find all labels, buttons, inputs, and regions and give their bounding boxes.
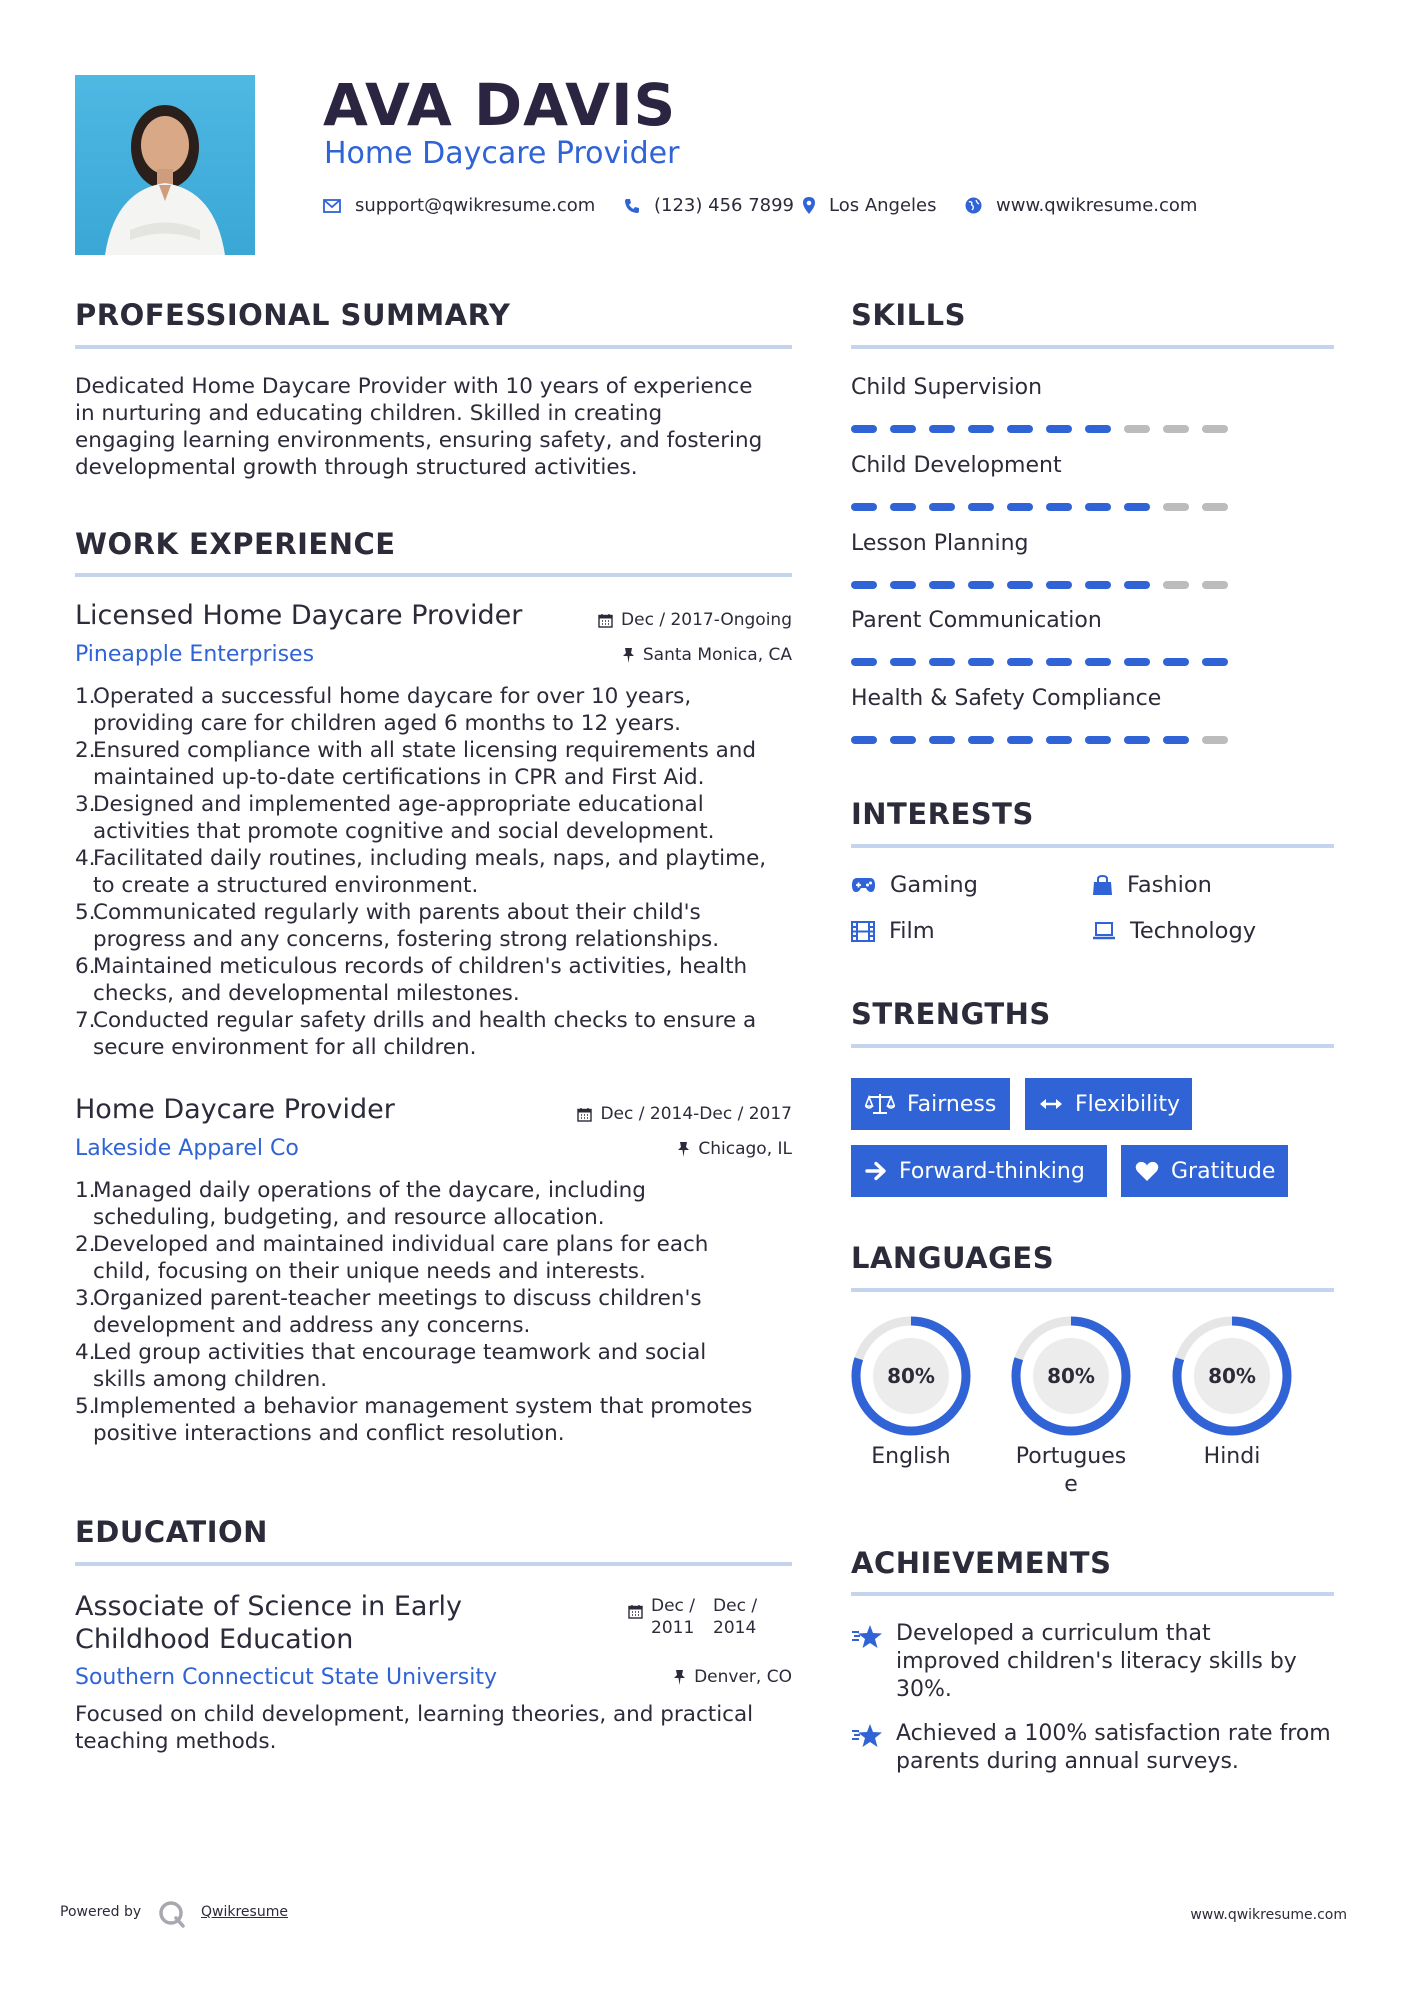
map-pin-icon (803, 197, 815, 214)
skill-name: Child Supervision (851, 375, 1043, 400)
school-name: Southern Connecticut State University (75, 1665, 498, 1690)
profile-photo (75, 75, 255, 255)
rating-dot-filled (968, 736, 994, 744)
rating-dot-empty (1202, 425, 1228, 433)
section-divider (851, 1592, 1334, 1596)
section-divider (75, 1562, 792, 1566)
rating-dot-filled (1007, 658, 1033, 666)
company-name: Lakeside Apparel Co (75, 1136, 299, 1161)
rating-dot-filled (890, 503, 916, 511)
rating-dot-filled (1085, 425, 1111, 433)
rating-dot-empty (1202, 503, 1228, 511)
skills-heading: SKILLS (851, 298, 966, 332)
company-name: Pineapple Enterprises (75, 642, 315, 667)
pin-icon (622, 647, 635, 663)
phone-icon (624, 198, 640, 214)
list-item: 2. Ensured compliance with all state licensing requirements and maintained up-to-date certifications in CPR and First Aid. (75, 738, 757, 790)
arrow-right-icon (865, 1161, 887, 1181)
language-name: English (871, 1444, 951, 1469)
rating-dot-filled (1046, 736, 1072, 744)
achievement-item: Developed a curriculum that improved children's literacy skills by 30%. (896, 1621, 1297, 1702)
skill-name: Parent Communication (851, 608, 1102, 633)
language-name: Portuguese (1015, 1444, 1127, 1497)
interest-item-film: Film (851, 918, 935, 944)
job-title-header: Home Daycare Provider (324, 136, 680, 171)
rating-dot-filled (929, 736, 955, 744)
rating-dot-empty (1163, 503, 1189, 511)
rating-dot-filled (890, 658, 916, 666)
gamepad-icon (851, 877, 876, 893)
pin-icon (677, 1141, 690, 1157)
language-percent: 80% (887, 1364, 935, 1388)
rating-dot-filled (851, 503, 877, 511)
contact-email[interactable] (323, 195, 595, 216)
skill-rating (851, 503, 1228, 511)
rating-dot-filled (851, 736, 877, 744)
heart-icon (1135, 1161, 1159, 1182)
rating-dot-filled (1046, 503, 1072, 511)
rating-dot-empty (1163, 581, 1189, 589)
language-percent: 80% (1047, 1364, 1095, 1388)
rating-dot-filled (1007, 425, 1033, 433)
language-item (1171, 1315, 1293, 1471)
section-divider (851, 1288, 1334, 1292)
job-location: Chicago, IL (677, 1139, 792, 1159)
shopping-bag-icon (1092, 875, 1113, 896)
balance-scale-icon (865, 1092, 895, 1116)
strength-badge: Flexibility (1025, 1078, 1192, 1130)
website-text: www.qwikresume.com (996, 195, 1198, 216)
globe-icon (965, 197, 982, 214)
interest-item-technology: Technology (1092, 918, 1256, 944)
language-progress-ring (850, 1315, 972, 1437)
rating-dot-filled (1124, 581, 1150, 589)
language-item (850, 1315, 972, 1471)
education-heading: EDUCATION (75, 1515, 268, 1549)
rating-dot-filled (1202, 658, 1228, 666)
rating-dot-filled (1007, 736, 1033, 744)
rating-dot-empty (1202, 736, 1228, 744)
language-item (1010, 1315, 1132, 1499)
contact-website[interactable] (965, 195, 1197, 216)
list-item: 3. Organized parent-teacher meetings to discuss children's development and address any concerns. (75, 1286, 702, 1338)
rating-dot-filled (1085, 658, 1111, 666)
star-award-icon (851, 1623, 883, 1651)
list-item: 6. Maintained meticulous records of children's activities, health checks, and developmental milestones. (75, 954, 748, 1006)
footer-website[interactable]: www.qwikresume.com (1190, 1907, 1347, 1923)
star-award-icon (851, 1722, 883, 1750)
interests-heading: INTERESTS (851, 797, 1034, 831)
list-item: 7. Conducted regular safety drills and health checks to ensure a secure environment for all children. (75, 1008, 757, 1060)
achievement-item: Achieved a 100% satisfaction rate from parents during annual surveys. (896, 1721, 1331, 1774)
languages-heading: LANGUAGES (851, 1241, 1055, 1275)
list-item: 5. Communicated regularly with parents about their child's progress and any concerns, fostering strong relationships. (75, 900, 720, 952)
qwikresume-logo-icon (158, 1900, 186, 1928)
list-item: 4. Facilitated daily routines, including meals, naps, and playtime, to create a structured environment. (75, 846, 767, 898)
rating-dot-filled (1007, 581, 1033, 589)
job-title: Home Daycare Provider (75, 1094, 395, 1125)
education-date: Dec / 2011 Dec / 2014 (628, 1595, 757, 1639)
skill-name: Lesson Planning (851, 531, 1029, 556)
rating-dot-filled (1046, 658, 1072, 666)
rating-dot-filled (1163, 658, 1189, 666)
rating-dot-filled (1124, 503, 1150, 511)
contact-phone[interactable] (624, 195, 794, 216)
language-percent: 80% (1208, 1364, 1256, 1388)
job-duties-list (75, 1177, 823, 1447)
rating-dot-filled (929, 581, 955, 589)
interest-item-gaming: Gaming (851, 872, 978, 898)
section-divider (851, 844, 1334, 848)
degree-title: Associate of Science in Early Childhood Education (75, 1591, 463, 1655)
list-item: 3. Designed and implemented age-appropriate educational activities that promote cognitive and social development. (75, 792, 715, 844)
rating-dot-filled (1085, 581, 1111, 589)
contact-location (803, 195, 937, 216)
email-icon (323, 199, 341, 213)
location-text: Los Angeles (829, 195, 937, 216)
rating-dot-filled (1124, 658, 1150, 666)
skill-rating (851, 736, 1228, 744)
skill-rating (851, 581, 1228, 589)
calendar-icon (577, 1107, 592, 1122)
language-name: Hindi (1203, 1444, 1261, 1469)
skill-rating (851, 425, 1228, 433)
powered-by-label: Powered by (60, 1904, 142, 1920)
email-text: support@qwikresume.com (355, 195, 596, 216)
rating-dot-filled (1046, 581, 1072, 589)
list-item: 1. Operated a successful home daycare for over 10 years, providing care for children aged 6 months to 12 years. (75, 684, 692, 736)
list-item: 1. Managed daily operations of the daycare, including scheduling, budgeting, and resource allocation. (75, 1178, 646, 1230)
film-icon (851, 921, 875, 942)
section-divider (75, 573, 792, 577)
calendar-icon (598, 613, 613, 628)
arrows-horizontal-icon (1039, 1097, 1063, 1111)
skill-rating (851, 658, 1228, 666)
rating-dot-filled (1163, 736, 1189, 744)
job-title: Licensed Home Daycare Provider (75, 600, 523, 631)
rating-dot-empty (1163, 425, 1189, 433)
section-divider (851, 345, 1334, 349)
phone-text: (123) 456 7899 (654, 195, 795, 216)
section-divider (851, 1044, 1334, 1048)
job-duties-list (75, 683, 823, 1061)
brand-link[interactable]: Qwikresume (201, 1904, 288, 1920)
summary-text: Dedicated Home Daycare Provider with 10 years of experience in nurturing and educating children. Skilled in creating engaging learning environments, ensuring safety, and fostering developmental growth through structured activities. (75, 374, 763, 480)
rating-dot-filled (1007, 503, 1033, 511)
section-divider (75, 345, 792, 349)
job-date: Dec / 2014-Dec / 2017 (577, 1104, 792, 1124)
strengths-heading: STRENGTHS (851, 997, 1051, 1031)
rating-dot-filled (929, 425, 955, 433)
rating-dot-filled (890, 581, 916, 589)
pin-icon (673, 1669, 686, 1685)
strength-badge: Gratitude (1121, 1145, 1288, 1197)
education-location: Denver, CO (673, 1667, 792, 1687)
rating-dot-filled (890, 736, 916, 744)
summary-heading: PROFESSIONAL SUMMARY (75, 298, 511, 332)
job-date: Dec / 2017-Ongoing (598, 610, 792, 630)
rating-dot-filled (929, 658, 955, 666)
rating-dot-empty (1202, 581, 1228, 589)
rating-dot-filled (1124, 736, 1150, 744)
achievements-heading: ACHIEVEMENTS (851, 1546, 1112, 1580)
skill-name: Health & Safety Compliance (851, 686, 1162, 711)
rating-dot-filled (1046, 425, 1072, 433)
rating-dot-filled (968, 581, 994, 589)
list-item: 4. Led group activities that encourage teamwork and social skills among children. (75, 1340, 707, 1392)
rating-dot-filled (851, 425, 877, 433)
strength-badge: Forward-thinking (851, 1145, 1107, 1197)
rating-dot-filled (1085, 736, 1111, 744)
rating-dot-filled (890, 425, 916, 433)
list-item: 5. Implemented a behavior management system that promotes positive interactions and conflict resolution. (75, 1394, 753, 1446)
rating-dot-filled (929, 503, 955, 511)
calendar-icon (628, 1604, 643, 1619)
interest-item-fashion: Fashion (1092, 872, 1212, 898)
experience-heading: WORK EXPERIENCE (75, 527, 396, 561)
language-progress-ring (1171, 1315, 1293, 1437)
candidate-name: AVA DAVIS (323, 71, 677, 139)
rating-dot-filled (968, 425, 994, 433)
laptop-icon (1092, 922, 1116, 940)
education-description: Focused on child development, learning theories, and practical teaching methods. (75, 1702, 754, 1754)
rating-dot-filled (968, 658, 994, 666)
skill-name: Child Development (851, 453, 1062, 478)
strength-badge: Fairness (851, 1078, 1010, 1130)
job-location: Santa Monica, CA (622, 645, 792, 665)
rating-dot-empty (1124, 425, 1150, 433)
list-item: 2. Developed and maintained individual care plans for each child, focusing on their unique needs and interests. (75, 1232, 709, 1284)
rating-dot-filled (1085, 503, 1111, 511)
rating-dot-filled (968, 503, 994, 511)
language-progress-ring (1010, 1315, 1132, 1437)
rating-dot-filled (851, 658, 877, 666)
rating-dot-filled (851, 581, 877, 589)
